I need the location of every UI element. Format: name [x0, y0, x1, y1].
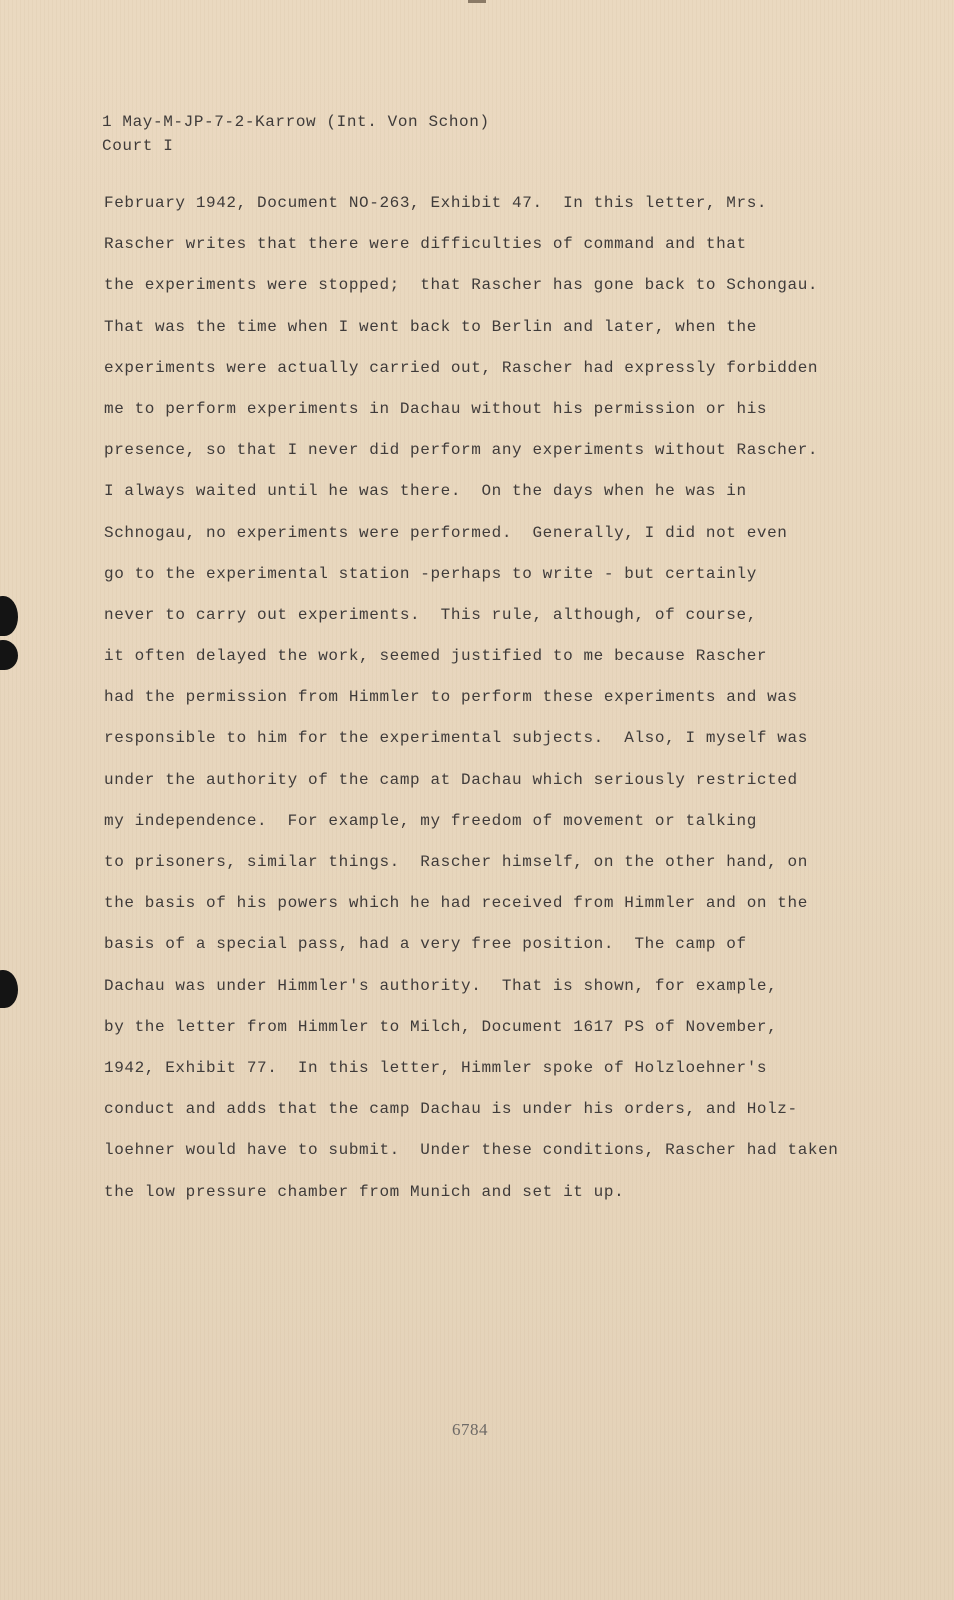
page-number: 6784 [452, 1420, 488, 1439]
header-court-line: Court I [102, 137, 174, 155]
punch-hole [0, 596, 18, 636]
body-line: February 1942, Document NO-263, Exhibit 47. In this letter, Mrs. [104, 194, 768, 212]
body-line: to prisoners, similar things. Rascher himself, on the other hand, on [104, 853, 808, 871]
body-line: by the letter from Himmler to Milch, Document 1617 PS of November, [104, 1017, 778, 1036]
body-line: had the permission from Himmler to perform these experiments and was [104, 688, 798, 707]
body-line: Dachau was under Himmler's authority. That is shown, for example, [104, 976, 778, 995]
body-line: under the authority of the camp at Dachau which seriously restricted [104, 770, 798, 789]
body-line: I always waited until he was there. On the days when he was in [104, 482, 747, 501]
body-line: That was the time when I went back to Berlin and later, when the [104, 317, 757, 336]
body-line: Schnogau, no experiments were performed. Generally, I did not even [104, 523, 788, 542]
body-line: my independence. For example, my freedom of movement or talking [104, 811, 757, 830]
body-line: basis of a special pass, had a very free position. The camp of [104, 935, 747, 954]
body-line: the experiments were stopped; that Rascher has gone back to Schongau. [104, 276, 819, 295]
body-line: loehner would have to submit. Under these conditions, Rascher had taken [104, 1141, 839, 1160]
body-line: the basis of his powers which he had received from Himmler and on the [104, 894, 808, 913]
body-line: responsible to him for the experimental subjects. Also, I myself was [104, 729, 808, 748]
body-line: 1942, Exhibit 77. In this letter, Himmler spoke of Holzloehner's [104, 1058, 768, 1077]
body-line: experiments were actually carried out, Rascher had expressly forbidden [104, 358, 819, 377]
body-line: me to perform experiments in Dachau without his permission or his [104, 399, 768, 418]
punch-hole [0, 970, 18, 1008]
punch-hole [0, 640, 18, 670]
body-line: Rascher writes that there were difficulties of command and that [104, 235, 747, 254]
body-line: conduct and adds that the camp Dachau is under his orders, and Holz- [104, 1100, 798, 1119]
body-line: go to the experimental station -perhaps to write - but certainly [104, 564, 757, 583]
body-line: the low pressure chamber from Munich and set it up. [104, 1182, 625, 1201]
header-reference-line: 1 May-M-JP-7-2-Karrow (Int. Von Schon) [102, 113, 490, 131]
transcript-body [104, 193, 839, 1223]
body-line: presence, so that I never did perform any experiments without Rascher. [104, 441, 819, 460]
top-edge-mark [468, 0, 486, 3]
body-line: never to carry out experiments. This rule, although, of course, [104, 605, 757, 624]
body-line: it often delayed the work, seemed justified to me because Rascher [104, 647, 768, 666]
